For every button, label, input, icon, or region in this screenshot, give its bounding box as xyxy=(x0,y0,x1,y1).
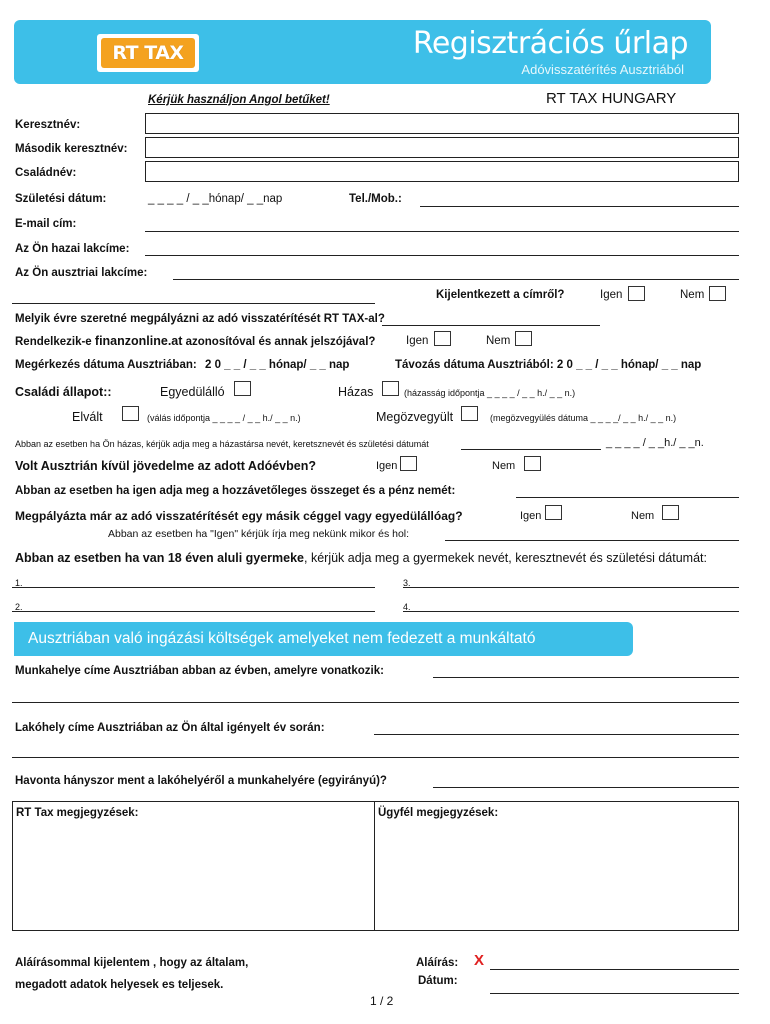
child-4-input[interactable] xyxy=(403,611,739,612)
divorced-label: Elvált xyxy=(72,410,103,424)
single-checkbox[interactable] xyxy=(234,381,251,396)
rt-tax-notes-label: RT Tax megjegyzések: xyxy=(16,807,139,819)
home-address-label: Az Ön hazai lakcíme: xyxy=(15,243,130,255)
income-amount-input[interactable] xyxy=(516,497,739,498)
single-label: Egyedülálló xyxy=(160,385,225,399)
deregistered-no-checkbox[interactable] xyxy=(709,286,726,301)
widowed-checkbox[interactable] xyxy=(461,406,478,421)
deregistered-yes-label: Igen xyxy=(600,289,623,301)
foreign-income-label: Volt Ausztrián kívül jövedelme az adott Adóévben? xyxy=(15,459,316,473)
last-name-label: Családnév: xyxy=(15,167,77,179)
child-3-input[interactable] xyxy=(403,587,739,588)
child-1-input[interactable] xyxy=(12,587,375,588)
divorced-date-note[interactable]: (válás időpontja _ _ _ _ / _ _ h./ _ _ n.) xyxy=(147,413,301,423)
deregistered-label: Kijelentkezett a címről? xyxy=(436,289,565,301)
signature-x-mark: X xyxy=(474,952,485,969)
workplace-input-line2[interactable] xyxy=(12,702,739,703)
workplace-input[interactable] xyxy=(433,677,739,678)
date-input[interactable] xyxy=(490,993,739,994)
other-company-details-input[interactable] xyxy=(445,540,739,541)
spouse-date-format[interactable]: _ _ _ _ / _ _h./ _ _n. xyxy=(606,437,704,449)
spouse-name-input[interactable] xyxy=(461,449,601,450)
last-name-input[interactable] xyxy=(145,161,739,182)
rt-tax-logo: RT TAX xyxy=(97,34,199,72)
email-input[interactable] xyxy=(145,231,739,232)
foreign-income-yes-checkbox[interactable] xyxy=(400,456,417,471)
refund-year-input[interactable] xyxy=(382,325,600,326)
foreign-income-no-checkbox[interactable] xyxy=(524,456,541,471)
other-company-yes-checkbox[interactable] xyxy=(545,505,562,520)
trips-input[interactable] xyxy=(433,787,739,788)
english-letters-notice: Kérjük használjon Angol betűket! xyxy=(148,94,330,106)
austrian-address-input[interactable] xyxy=(173,279,739,280)
residence-input-line2[interactable] xyxy=(12,757,739,758)
departure-label[interactable]: Távozás dátuma Ausztriából: 2 0 _ _ / _ _ hónap/ _ _ nap xyxy=(395,359,702,371)
austrian-address-input-line2[interactable] xyxy=(12,303,375,304)
other-company-no-label: Nem xyxy=(631,510,655,522)
other-company-note: Abban az esetben ha "Igen" kérjük írja meg nekünk mikor és hol: xyxy=(108,528,410,540)
deregistered-yes-checkbox[interactable] xyxy=(628,286,645,301)
first-name-input[interactable] xyxy=(145,113,739,134)
income-amount-label: Abban az esetben ha igen adja meg a hozzávetőleges összeget és a pénz nemét: xyxy=(15,485,456,497)
child-2-input[interactable] xyxy=(12,611,375,612)
widowed-label: Megözvegyült xyxy=(376,410,454,424)
finanzonline-label: Rendelkezik-e finanzonline.at azonosítóval és annak jelszójával? xyxy=(15,334,376,348)
trips-label: Havonta hányszor ment a lakóhelyéről a munkahelyére (egyirányú)? xyxy=(15,775,387,787)
email-label: E-mail cím: xyxy=(15,218,77,230)
first-name-label: Keresztnév: xyxy=(15,119,81,131)
child-1-label: 1. xyxy=(15,578,23,588)
deregistered-no-label: Nem xyxy=(680,289,705,301)
arrival-label: Megérkezés dátuma Ausztriában: xyxy=(15,359,197,371)
birth-date-label: Születési dátum: xyxy=(15,193,107,205)
date-label: Dátum: xyxy=(418,975,458,987)
workplace-label: Munkahelye címe Ausztriában abban az évben, amelyre vonatkozik: xyxy=(15,665,384,677)
middle-name-input[interactable] xyxy=(145,137,739,158)
residence-input[interactable] xyxy=(374,734,739,735)
foreign-income-no-label: Nem xyxy=(492,460,516,472)
client-notes-label: Ügyfél megjegyzések: xyxy=(378,807,499,819)
signature-label: Aláírás: xyxy=(416,957,459,969)
finanzonline-no-label: Nem xyxy=(486,335,511,347)
phone-input[interactable] xyxy=(420,206,739,207)
page-number: 1 / 2 xyxy=(370,994,394,1008)
other-company-no-checkbox[interactable] xyxy=(662,505,679,520)
marital-status-label: Családi állapot:: xyxy=(15,385,112,399)
middle-name-label: Második keresztnév: xyxy=(15,143,128,155)
form-subtitle: Adóvisszatérítés Ausztriából xyxy=(521,62,684,77)
phone-label: Tel./Mob.: xyxy=(349,193,402,205)
form-title: Regisztrációs űrlap xyxy=(412,26,688,61)
other-company-label: Megpályázta már az adó visszatérítését egy másik céggel vagy egyedülállóag? xyxy=(15,509,463,523)
married-date-note[interactable]: (házasság időpontja _ _ _ _ / _ _ h./ _ _ n.) xyxy=(404,388,576,398)
other-company-yes-label: Igen xyxy=(520,510,542,522)
finanzonline-yes-label: Igen xyxy=(406,335,429,347)
residence-label: Lakóhely címe Ausztriában az Ön által igényelt év során: xyxy=(15,722,325,734)
home-address-input[interactable] xyxy=(145,255,739,256)
widowed-date-note[interactable]: (megözvegyülés dátuma _ _ _ _/ _ _ h./ _ _ n.) xyxy=(490,413,677,423)
spouse-info-label: Abban az esetben ha Ön házas, kérjük adja meg a házastársa nevét, keretsznevét és születési dátumát xyxy=(15,439,429,449)
finanzonline-yes-checkbox[interactable] xyxy=(434,331,451,346)
divorced-checkbox[interactable] xyxy=(122,406,139,421)
foreign-income-yes-label: Igen xyxy=(376,460,398,472)
birth-date-format[interactable]: _ _ _ _ / _ _hónap/ _ _nap xyxy=(148,193,283,205)
arrival-format[interactable]: 2 0 _ _ / _ _ hónap/ _ _ nap xyxy=(205,359,350,371)
married-label: Házas xyxy=(338,385,374,399)
signature-input[interactable] xyxy=(490,969,739,970)
declaration-line-1: Aláírásommal kijelentem , hogy az általam, xyxy=(15,957,249,969)
company-name: RT TAX HUNGARY xyxy=(546,90,677,107)
married-checkbox[interactable] xyxy=(382,381,399,396)
finanzonline-no-checkbox[interactable] xyxy=(515,331,532,346)
commute-section-banner: Ausztriában való ingázási költségek amelyeket nem fedezett a munkáltató xyxy=(14,622,633,656)
client-notes-box[interactable] xyxy=(374,801,739,931)
child-3-label: 3. xyxy=(403,578,411,588)
children-label: Abban az esetben ha van 18 éven aluli gyermeke, kérjük adja meg a gyermekek nevét, keresztnevét és születési dátumát: xyxy=(15,551,707,565)
declaration-line-2: megadott adatok helyesek es teljesek. xyxy=(15,979,224,991)
rt-tax-notes-box[interactable] xyxy=(12,801,375,931)
refund-year-label: Melyik évre szeretné megpályázni az adó visszatérítését RT TAX-al? xyxy=(15,313,385,325)
child-2-label: 2. xyxy=(15,602,23,612)
austrian-address-label: Az Ön ausztriai lakcíme: xyxy=(15,267,148,279)
child-4-label: 4. xyxy=(403,602,411,612)
